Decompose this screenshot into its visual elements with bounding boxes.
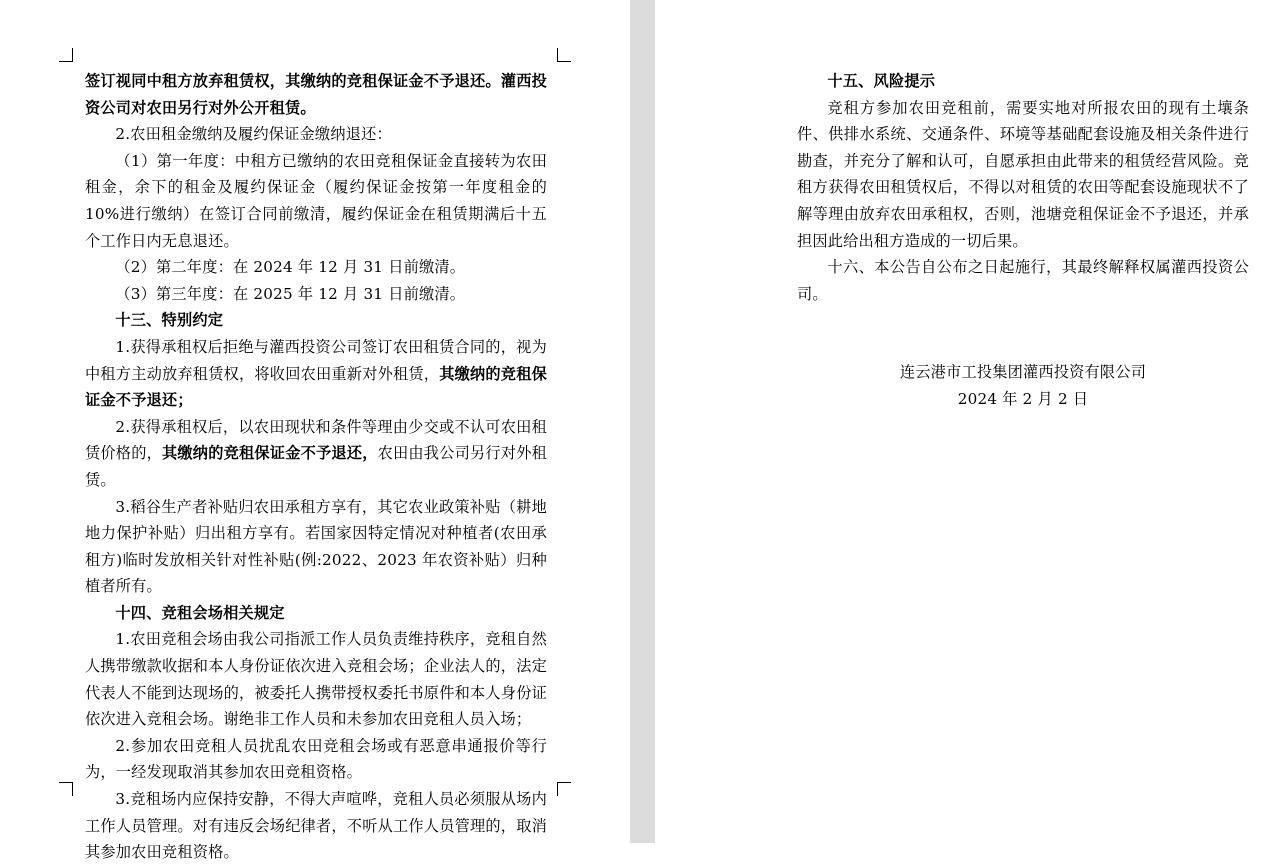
signature-date: 2024 年 2 月 2 日 xyxy=(957,389,1089,408)
signature-spacer xyxy=(797,307,1249,333)
section-13-item-3: 3.稻谷生产者补贴归农田承租方享有，其它农业政策补贴（耕地地力保护补贴）归出租方享有。若国家因特定情况对种植者(农田承租方)临时发放相关针对性补贴(例:2022、2023 年农资补贴）归种植者所有。 xyxy=(85,497,547,596)
signature-spacer-2 xyxy=(797,333,1249,359)
crop-mark-bottom-left-v xyxy=(72,782,73,796)
signature-company: 连云港市工投集团灌西投资有限公司 xyxy=(899,363,1147,382)
section-13-item-2-text: 2.获得承租权后，以农田现状和条件等理由少交或不认可农田租赁价格的， xyxy=(85,417,547,463)
document-page-left xyxy=(0,0,630,862)
item-2-1: （1）第一年度：中租方已缴纳的农田竞租保证金直接转为农田租金，余下的租金及履约保证金（履约保证金按第一年度租金的10%进行缴纳）在签订合同前缴清，履约保证金在租赁期满后十五个工作日内无息退还。 xyxy=(85,151,547,250)
section-15-heading xyxy=(797,68,1249,95)
page-left-text-column xyxy=(85,68,547,866)
crop-mark-top-right-h xyxy=(557,61,571,62)
section-14-item-3: 3.竞租场内应保持安静，不得大声喧哗，竞租人员必须服从场内工作人员管理。对有违反会场纪律者，不听从工作人员管理的，取消其参加农田竞租资格。 xyxy=(85,790,547,862)
section-13-item-1-text: 1.获得承租权后拒绝与灌西投资公司签订农田租赁合同的，视为中租方主动放弃租赁权，将收回农田重新对外租赁， xyxy=(85,337,547,383)
section-13-item-2-emphasis: 其缴纳的竞租保证金不予退还， xyxy=(162,444,378,463)
section-13-item-2 xyxy=(85,414,547,494)
page-right-text-column xyxy=(797,68,1249,413)
crop-mark-top-left-h xyxy=(59,61,73,62)
page-gutter xyxy=(630,0,655,843)
section-15-heading-label: 十五、风险提示 xyxy=(827,72,936,90)
section-13-heading-label: 十三、特别约定 xyxy=(115,311,224,330)
section-14-item-1: 1.农田竞租会场由我公司指派工作人员负责维持秩序，竞租自然人携带缴款收据和本人身份证依次进入竞租会场；企业法人的，法定代表人不能到达现场的，被委托人携带授权委托书原件和本人身份证依次进入竞租会场。谢绝非工作人员和未参加农田竞租人员入场； xyxy=(85,630,547,729)
section-15-body: 竞租方参加农田竞租前，需要实地对所报农田的现有土壤条件、供排水系统、交通条件、环境等基础配套设施及相关条件进行勘查，并充分了解和认可，自愿承担由此带来的租赁经营风险。竞租方获得农田租赁权后，不得以对租赁的农田等配套设施现状不了解等理由放弃农田承租权，否则，池塘竞租保证金不予退还，并承担因此给出租方造成的一切后果。 xyxy=(797,98,1249,250)
crop-mark-bottom-right-h xyxy=(557,782,571,783)
carryover-paragraph: 签订视同中租方放弃租赁权，其缴纳的竞租保证金不予退还。灌西投资公司对农田另行对外公开租赁。 xyxy=(85,72,547,117)
section-14-heading xyxy=(85,600,547,627)
crop-mark-bottom-right-v xyxy=(557,782,558,796)
section-13-heading xyxy=(85,307,547,334)
item-2-2: （2）第二年度：在 2024 年 12 月 31 日前缴清。 xyxy=(115,258,466,277)
section-16-body: 十六、本公告自公布之日起施行，其最终解释权属灌西投资公司。 xyxy=(797,258,1249,303)
item-2-lead: 2.农田租金缴纳及履约保证金缴纳退还： xyxy=(115,125,392,144)
crop-mark-top-left-v xyxy=(72,48,73,62)
crop-mark-top-right-v xyxy=(557,48,558,62)
section-14-item-2: 2.参加农田竞租人员扰乱农田竞租会场或有恶意串通报价等行为，一经发现取消其参加农田竞租资格。 xyxy=(85,736,547,782)
item-2-3: （3）第三年度：在 2025 年 12 月 31 日前缴清。 xyxy=(115,284,466,303)
section-14-heading-label: 十四、竞租会场相关规定 xyxy=(115,603,285,622)
section-13-item-1-emphasis: 其缴纳的竞租保证金不予退还； xyxy=(85,364,547,410)
document-page-right xyxy=(655,0,1285,843)
crop-mark-bottom-left-h xyxy=(59,782,73,783)
section-13-item-1 xyxy=(85,334,547,414)
section-13-item-2-tail: 农田由我公司另行对外租赁。 xyxy=(85,444,547,489)
